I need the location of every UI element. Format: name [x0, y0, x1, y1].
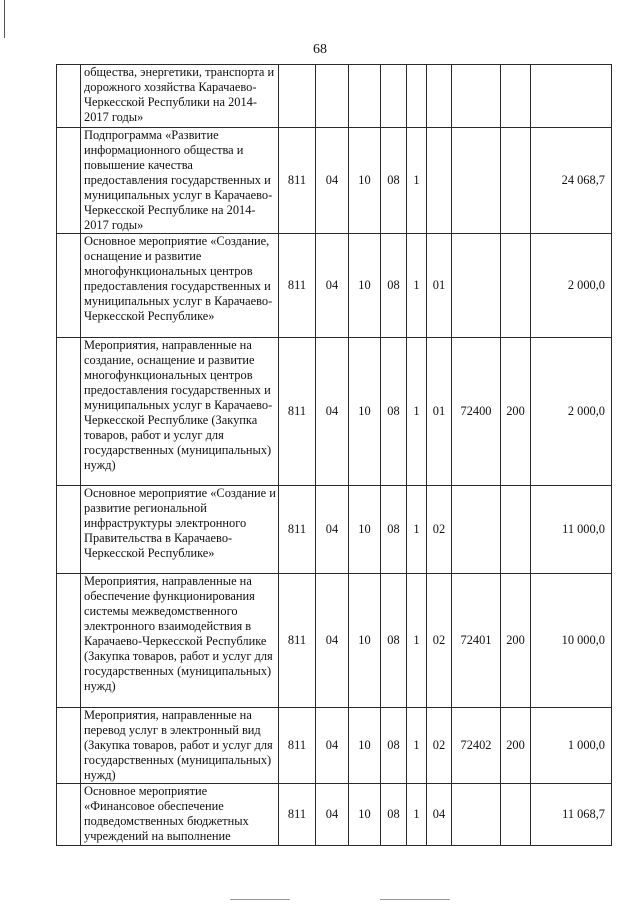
subsection-code: 10	[349, 234, 381, 338]
expense-type-code	[501, 128, 531, 234]
event-code: 02	[427, 708, 452, 784]
row-name: общества, энергетики, транспорта и дорожного хозяйства Карачаево-Черкесской Республики на 2014-2017 годы»	[81, 65, 279, 128]
section-code: 04	[316, 708, 349, 784]
direction-code	[452, 486, 501, 574]
table-row	[57, 234, 612, 338]
row-name: Основное мероприятие «Финансовое обеспечение подведомственных бюджетных учреждений на выполнение	[81, 784, 279, 846]
amount: 1 000,0	[531, 708, 612, 784]
table-row	[57, 338, 612, 486]
program-code: 08	[381, 338, 407, 486]
ministry-code: 811	[279, 234, 316, 338]
row-number-cell	[57, 708, 81, 784]
direction-code: 72400	[452, 338, 501, 486]
table-row	[57, 574, 612, 708]
subprogram-code: 1	[407, 234, 427, 338]
amount: 2 000,0	[531, 338, 612, 486]
row-number-cell	[57, 338, 81, 486]
program-code: 08	[381, 128, 407, 234]
subprogram-code: 1	[407, 128, 427, 234]
ministry-code: 811	[279, 574, 316, 708]
bottom-scan-line	[380, 899, 450, 900]
subsection-code: 10	[349, 338, 381, 486]
direction-code	[452, 234, 501, 338]
direction-code	[452, 784, 501, 846]
ministry-code: 811	[279, 784, 316, 846]
direction-code: 72402	[452, 708, 501, 784]
amount: 11 000,0	[531, 486, 612, 574]
direction-code	[452, 128, 501, 234]
row-name: Мероприятия, направленные на создание, оснащение и развитие многофункциональных центров предоставления государственных и муниципальных услуг в Карачаево-Черкесской Республике (Закупка товаров, работ и услуг для государственных (муниципальных) нужд)	[81, 338, 279, 486]
expense-type-code	[501, 784, 531, 846]
section-code: 04	[316, 234, 349, 338]
page-number: 68	[313, 42, 327, 57]
expense-type-code	[501, 65, 531, 128]
row-name: Основное мероприятие «Создание, оснащение и развитие многофункциональных центров предоставления государственных и муниципальных услуг в Карачаево-Черкесской Республике»	[81, 234, 279, 338]
table-row	[57, 128, 612, 234]
subsection-code: 10	[349, 574, 381, 708]
program-code: 08	[381, 574, 407, 708]
table-row	[57, 486, 612, 574]
subprogram-code: 1	[407, 574, 427, 708]
event-code: 02	[427, 574, 452, 708]
section-code: 04	[316, 784, 349, 846]
bottom-scan-line	[230, 899, 290, 900]
amount	[531, 65, 612, 128]
ministry-code	[279, 65, 316, 128]
ministry-code: 811	[279, 128, 316, 234]
row-number-cell	[57, 486, 81, 574]
row-number-cell	[57, 574, 81, 708]
event-code: 01	[427, 338, 452, 486]
program-code	[381, 65, 407, 128]
subsection-code: 10	[349, 486, 381, 574]
row-number-cell	[57, 234, 81, 338]
expense-type-code: 200	[501, 338, 531, 486]
subprogram-code: 1	[407, 486, 427, 574]
ministry-code: 811	[279, 708, 316, 784]
subsection-code: 10	[349, 128, 381, 234]
budget-table	[56, 64, 612, 846]
scan-edge-line	[4, 0, 5, 38]
subsection-code: 10	[349, 784, 381, 846]
ministry-code: 811	[279, 338, 316, 486]
event-code: 01	[427, 234, 452, 338]
amount: 24 068,7	[531, 128, 612, 234]
amount: 10 000,0	[531, 574, 612, 708]
expense-type-code	[501, 486, 531, 574]
expense-type-code: 200	[501, 574, 531, 708]
section-code	[316, 65, 349, 128]
subsection-code: 10	[349, 708, 381, 784]
row-name: Подпрограмма «Развитие информационного общества и повышение качества предоставления государственных и муниципальных услуг в Карачаево-Черкесской Республике на 2014-2017 годы»	[81, 128, 279, 234]
row-number-cell	[57, 128, 81, 234]
direction-code: 72401	[452, 574, 501, 708]
row-number-cell	[57, 65, 81, 128]
section-code: 04	[316, 574, 349, 708]
program-code: 08	[381, 234, 407, 338]
expense-type-code: 200	[501, 708, 531, 784]
program-code: 08	[381, 486, 407, 574]
event-code: 04	[427, 784, 452, 846]
section-code: 04	[316, 128, 349, 234]
table-row	[57, 65, 612, 128]
event-code	[427, 128, 452, 234]
table-row	[57, 708, 612, 784]
row-name: Мероприятия, направленные на перевод услуг в электронный вид (Закупка товаров, работ и услуг для государственных (муниципальных) нужд)	[81, 708, 279, 784]
amount: 11 068,7	[531, 784, 612, 846]
subprogram-code: 1	[407, 338, 427, 486]
subprogram-code: 1	[407, 784, 427, 846]
section-code: 04	[316, 486, 349, 574]
ministry-code: 811	[279, 486, 316, 574]
row-name: Мероприятия, направленные на обеспечение функционирования системы межведомственного электронного взаимодействия в Карачаево-Черкесской Республике (Закупка товаров, работ и услуг для государственных (муниципальных) нужд)	[81, 574, 279, 708]
table-row	[57, 784, 612, 846]
expense-type-code	[501, 234, 531, 338]
subprogram-code: 1	[407, 708, 427, 784]
row-name: Основное мероприятие «Создание и развитие региональной инфраструктуры электронного Правительства в Карачаево-Черкесской Республике»	[81, 486, 279, 574]
program-code: 08	[381, 784, 407, 846]
program-code: 08	[381, 708, 407, 784]
section-code: 04	[316, 338, 349, 486]
event-code: 02	[427, 486, 452, 574]
subprogram-code	[407, 65, 427, 128]
subsection-code	[349, 65, 381, 128]
direction-code	[452, 65, 501, 128]
event-code	[427, 65, 452, 128]
amount: 2 000,0	[531, 234, 612, 338]
row-number-cell	[57, 784, 81, 846]
